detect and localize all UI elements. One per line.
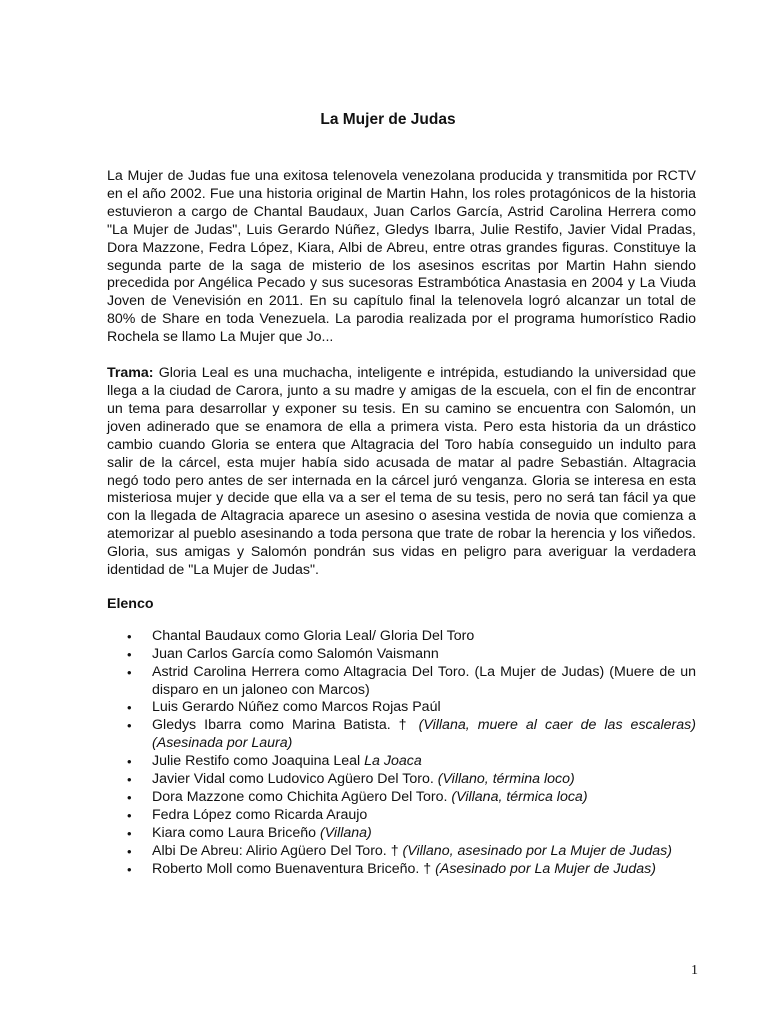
bullet-icon: •	[127, 807, 132, 823]
cast-item-text: Juan Carlos García como Salomón Vaismann	[152, 645, 439, 662]
cast-list-item	[107, 646, 696, 664]
cast-item-text: Luis Gerardo Núñez como Marcos Rojas Paúl	[152, 699, 441, 716]
bullet-icon: •	[127, 700, 132, 716]
bullet-icon: •	[127, 825, 132, 841]
bullet-icon: •	[127, 843, 132, 859]
bullet-icon: •	[127, 646, 132, 662]
bullet-icon: •	[127, 754, 132, 770]
cast-heading: Elenco	[107, 595, 154, 612]
cast-list-item	[107, 825, 696, 843]
bullet-icon: •	[127, 718, 132, 734]
cast-list-item	[107, 789, 696, 807]
cast-item-text: Julie Restifo como Joaquina Leal	[152, 753, 365, 770]
cast-list	[107, 628, 696, 879]
plot-label: Trama:	[107, 365, 154, 382]
cast-item-text: Kiara como Laura Briceño	[152, 824, 320, 841]
page-number: 1	[691, 963, 698, 978]
cast-item-note: (Villana, térmica loca)	[451, 789, 588, 805]
cast-item-note: (Asesinado por La Mujer de Judas)	[435, 860, 656, 877]
cast-item-text: Astrid Carolina Herrera como Altagracia Del Toro. (La Mujer de Judas) (Muere de un disparo en un jaloneo con Marcos)	[152, 663, 696, 698]
bullet-icon: •	[127, 772, 132, 788]
cast-item-note: (Villana, muere al caer de las escaleras) (Asesinada por Laura)	[152, 717, 696, 752]
cast-item-text: Dora Mazzone como Chichita Agüero Del Toro.	[152, 789, 452, 805]
cast-list-item	[107, 699, 696, 717]
cast-item-note: (Villano, asesinado por La Mujer de Judas)	[402, 842, 672, 859]
cast-list-item	[107, 717, 696, 753]
intro-paragraph: La Mujer de Judas fue una exitosa telenovela venezolana producida y transmitida por RCTV en el año 2002. Fue una historia original de Martin Hahn, los roles protagónicos de la historia estuvieron a cargo de Chantal Baudaux, Juan Carlos García, Astrid Carolina Herrera como "La Mujer de Judas", Luis Gerardo Núñez, Gledys Ibarra, Julie Restifo, Javier Vidal Pradas, Dora Mazzone, Fedra López, Kiara, Albi de Abreu, entre otras grandes figuras. Constituye la segunda parte de la saga de misterio de los asesinos escritas por Martin Hahn siendo precedida por Angélica Pecado y sus sucesoras Estrambótica Anastasia en 2004 y La Viuda Joven de Venevisión en 2011. En su capítulo final la telenovela logró alcanzar un total de 80% de Share en toda Venezuela. La parodia realizada por el programa humorístico Radio Rochela se llamo La Mujer que Jo...	[107, 168, 696, 346]
bullet-icon: •	[127, 861, 132, 877]
cast-list-item	[107, 664, 696, 700]
document-body	[107, 168, 696, 879]
cast-item-text: Roberto Moll como Buenaventura Briceño. †	[152, 860, 436, 877]
document-title: La Mujer de Judas	[320, 111, 456, 128]
bullet-icon: •	[127, 790, 132, 805]
cast-list-item	[107, 628, 696, 646]
cast-item-text: Fedra López como Ricarda Araujo	[152, 806, 368, 823]
bullet-icon: •	[127, 664, 132, 680]
cast-list-item	[107, 843, 696, 861]
cast-list-item	[107, 861, 696, 879]
plot-text: Gloria Leal es una muchacha, inteligente e intrépida, estudiando la universidad que llega a la ciudad de Carora, junto a su madre y amigas de la escuela, con el fin de encontrar un tema para desarrollar y exponer su tesis. En su camino se encuentra con Salomón, un joven adinerado que se enamora de ella a primera vista. Pero esta historia da un drástico cambio cuando Gloria se entera que Altagracia del Toro había conseguido un indulto para salir de la cárcel, esta mujer había sido acusada de matar al padre Sebastián. Altagracia negó todo pero antes de ser internada en la cárcel juró venganza. Gloria se interesa en esta misteriosa mujer y decide que ella va a ser el tema de su tesis, pero no será tan fácil ya que con la llegada de Altagracia aparece un asesino o asesina vestida de novia que comienza a atemorizar al pueblo asesinando a toda persona que trate de robar la herencia y los viñedos. Gloria, sus amigas y Salomón pondrán sus vidas en peligro para averiguar la verdadera identidad de "La Mujer de Judas".	[107, 365, 696, 579]
cast-item-note: La Joaca	[364, 753, 422, 770]
plot-paragraph	[107, 365, 696, 580]
cast-item-text: Gledys Ibarra como Marina Batista. †	[152, 717, 419, 734]
bullet-icon: •	[127, 628, 132, 644]
cast-item-text: Javier Vidal como Ludovico Agüero Del Toro.	[152, 771, 438, 788]
cast-item-note: (Villana)	[319, 824, 372, 841]
cast-item-text: Albi De Abreu: Alirio Agüero Del Toro. †	[152, 842, 403, 859]
cast-list-item	[107, 771, 696, 789]
cast-item-note: (Villano, términa loco)	[437, 771, 575, 788]
cast-list-item	[107, 807, 696, 825]
cast-item-text: Chantal Baudaux como Gloria Leal/ Gloria Del Toro	[152, 627, 475, 644]
cast-list-item	[107, 753, 696, 771]
